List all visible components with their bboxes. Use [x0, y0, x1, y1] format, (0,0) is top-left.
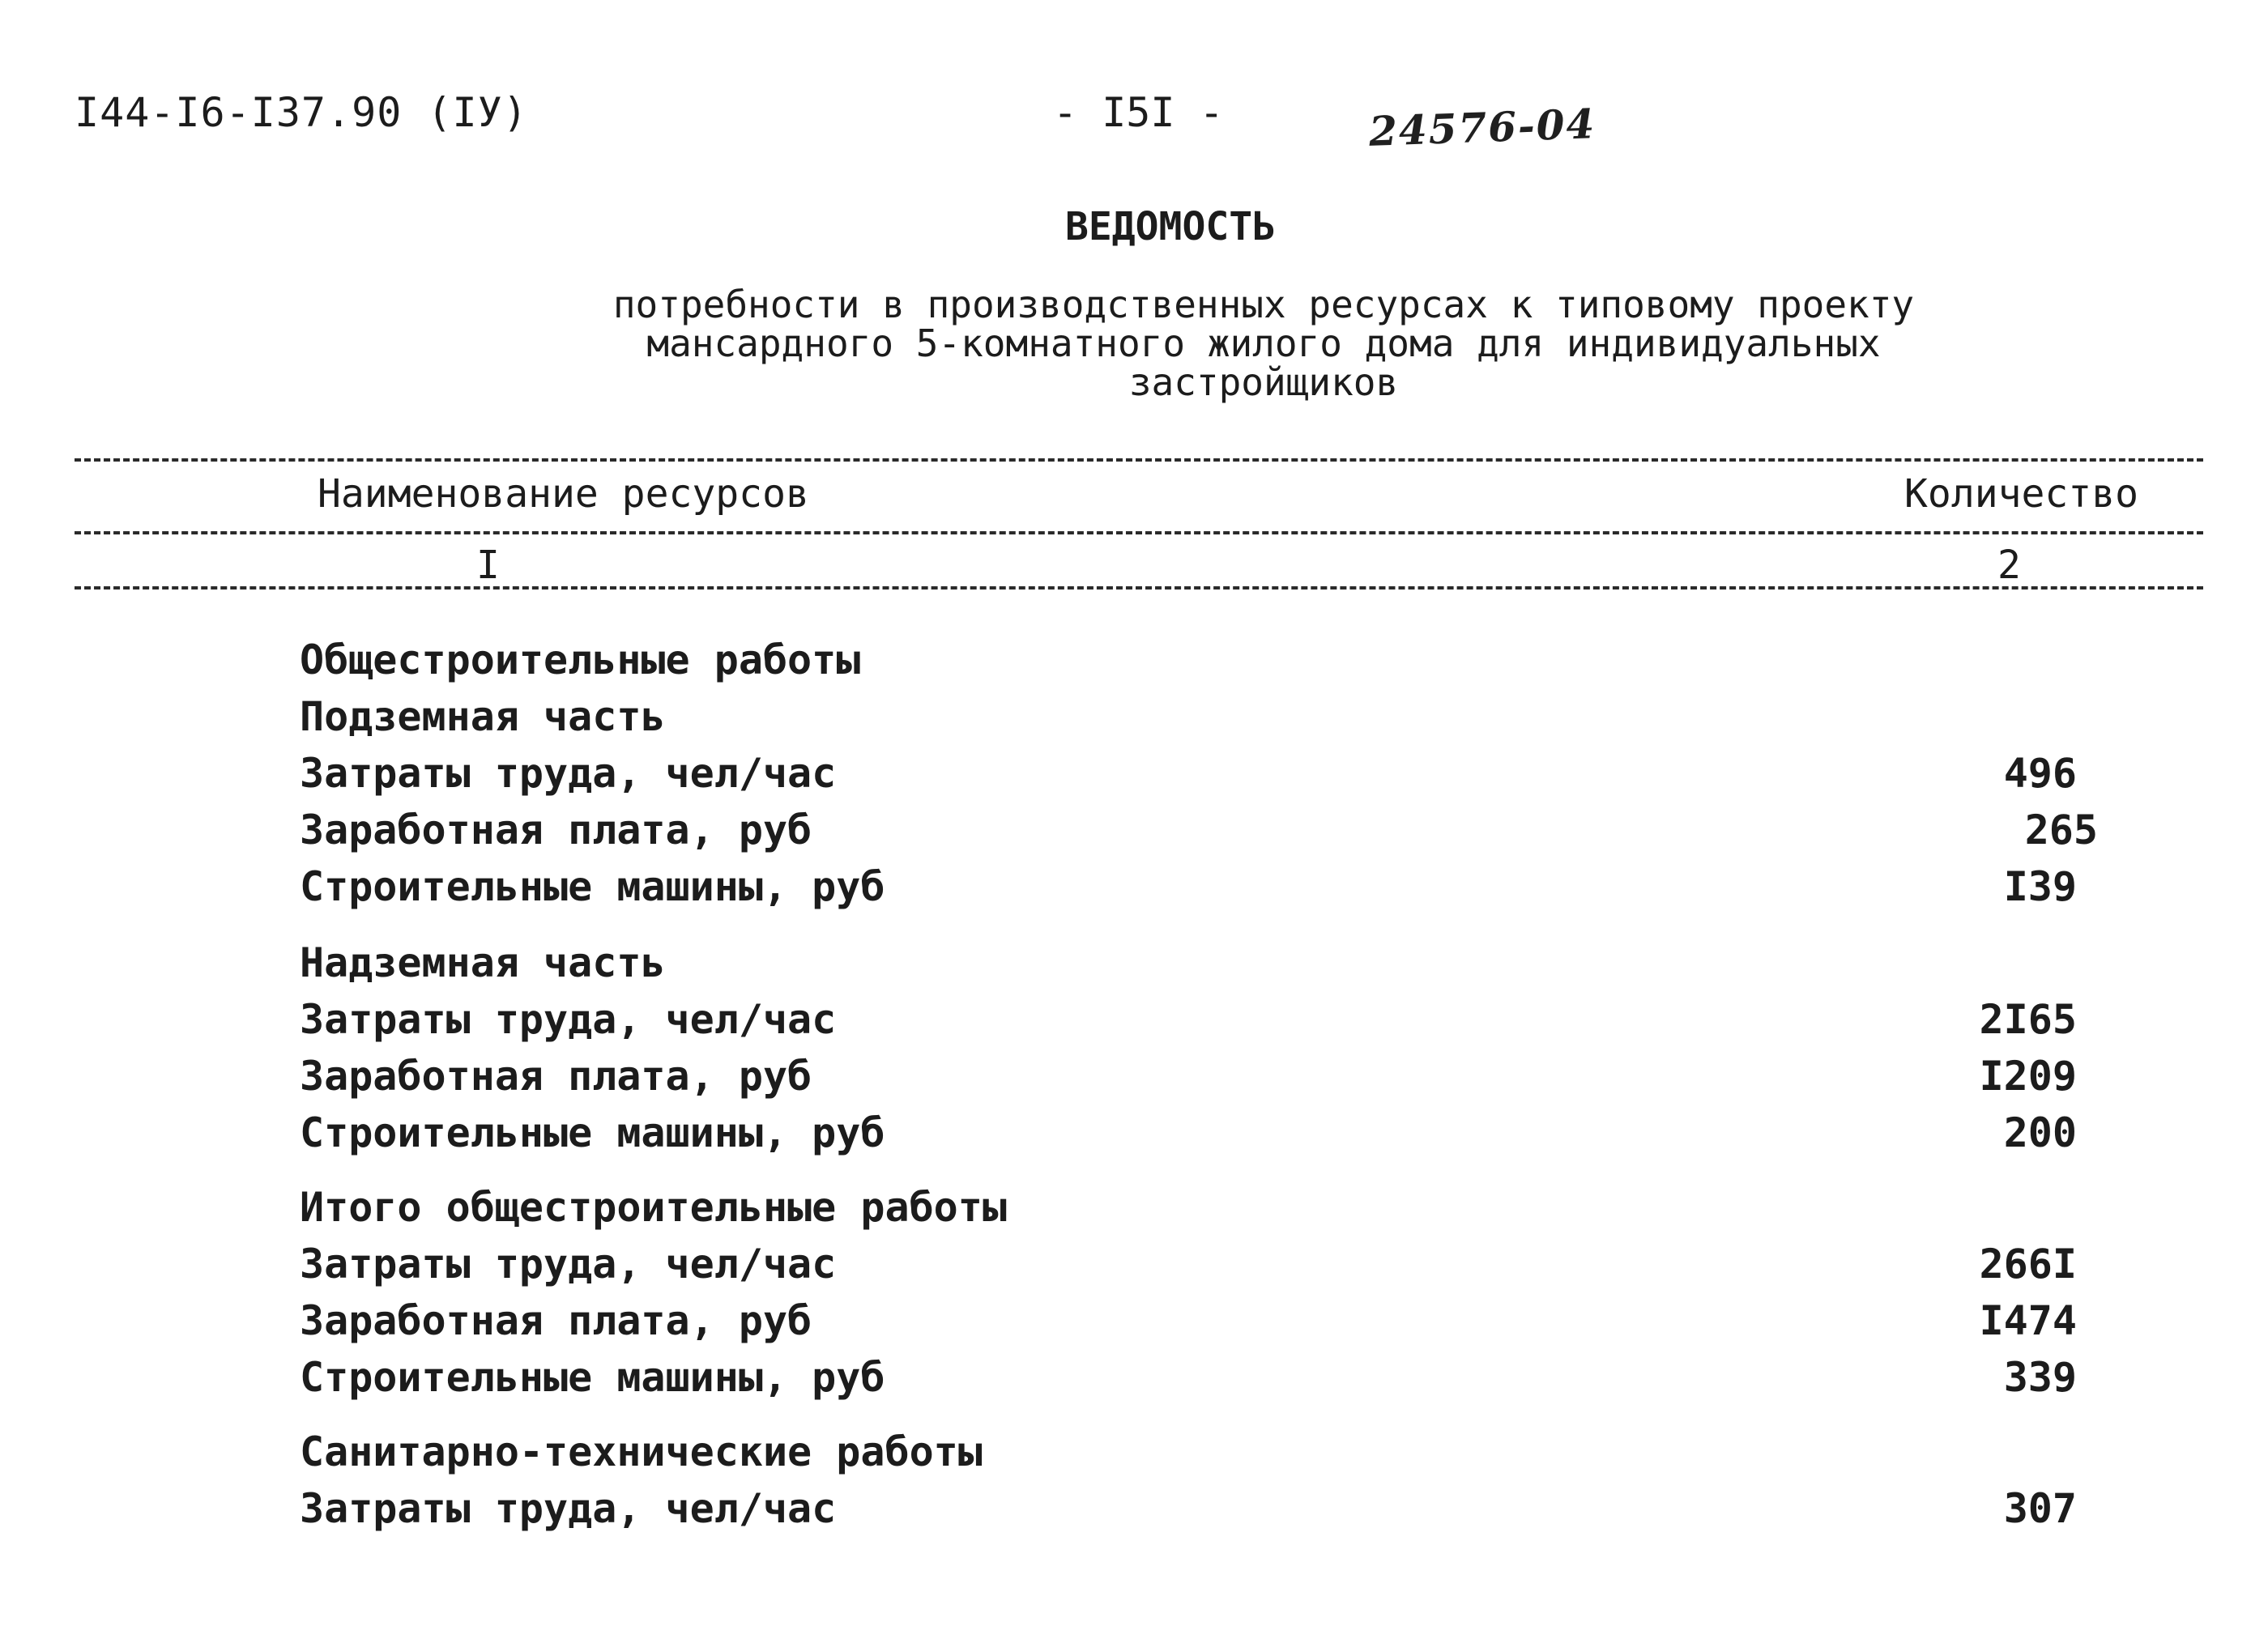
- row-name: Затраты труда, чел/час: [300, 750, 837, 797]
- table-row: [0, 1109, 2268, 1166]
- table-row: [0, 1297, 2268, 1354]
- row-name: Затраты труда, чел/час: [300, 1241, 837, 1288]
- table-row: [0, 1354, 2268, 1411]
- row-name: Заработная плата, руб: [300, 1053, 812, 1100]
- table-top-rule: [75, 458, 2203, 462]
- row-name: Надземная часть: [300, 939, 666, 986]
- table-row: [0, 636, 2268, 693]
- row-name: Затраты труда, чел/час: [300, 996, 837, 1043]
- row-name: Строительные машины, руб: [300, 1354, 885, 1401]
- table-row: [0, 863, 2268, 920]
- row-name: Затраты труда, чел/час: [300, 1485, 837, 1532]
- subtitle-line: застройщиков: [1128, 360, 1399, 404]
- table-header-rule: [75, 531, 2203, 534]
- table-row: [0, 1184, 2268, 1241]
- table-row: [0, 807, 2268, 863]
- table-row: [0, 996, 2268, 1053]
- column-number-2: 2: [1997, 543, 2021, 588]
- row-name: Подземная часть: [300, 693, 666, 740]
- row-name: Заработная плата, руб: [300, 1297, 812, 1344]
- table-row: [0, 693, 2268, 750]
- row-name: Строительные машины, руб: [300, 863, 885, 910]
- handwritten-note: 24576-04: [1368, 100, 1597, 155]
- column-header-name: Наименование ресурсов: [318, 471, 809, 517]
- document-code: I44-I6-I37.90 (IУ): [75, 89, 528, 136]
- document-title: ВЕДОМОСТЬ: [1064, 204, 1277, 249]
- column-number-1: I: [476, 543, 500, 588]
- row-quantity: I474: [1979, 1297, 2077, 1344]
- row-quantity: 200: [2003, 1109, 2077, 1156]
- table-row: [0, 750, 2268, 807]
- table-row: [0, 1241, 2268, 1297]
- column-header-quantity: Количество: [1904, 471, 2138, 517]
- row-quantity: 2I65: [1979, 996, 2077, 1043]
- row-name: Заработная плата, руб: [300, 807, 812, 853]
- row-quantity: 339: [2003, 1354, 2077, 1401]
- page-number: - I5I -: [1053, 89, 1224, 136]
- row-name: Итого общестроительные работы: [300, 1184, 1007, 1231]
- table-numbers-rule: [75, 586, 2203, 590]
- row-quantity: I39: [2003, 863, 2077, 910]
- table-row: [0, 1428, 2268, 1485]
- table-row: [0, 1053, 2268, 1109]
- row-quantity: 265: [2024, 807, 2098, 853]
- row-name: Санитарно-технические работы: [300, 1428, 983, 1475]
- table-row: [0, 1485, 2268, 1542]
- subtitle-line: мансардного 5-комнатного жилого дома для индивидуальных: [646, 321, 1881, 365]
- row-quantity: 266I: [1979, 1241, 2077, 1288]
- row-name: Строительные машины, руб: [300, 1109, 885, 1156]
- row-quantity: 496: [2003, 750, 2077, 797]
- row-quantity: 307: [2003, 1485, 2077, 1532]
- document-subtitle: [567, 285, 1960, 402]
- table-row: [0, 939, 2268, 996]
- subtitle-line: потребности в производственных ресурсах к типовому проекту: [612, 283, 1915, 326]
- row-quantity: I209: [1979, 1053, 2077, 1100]
- row-name: Общестроительные работы: [300, 636, 861, 683]
